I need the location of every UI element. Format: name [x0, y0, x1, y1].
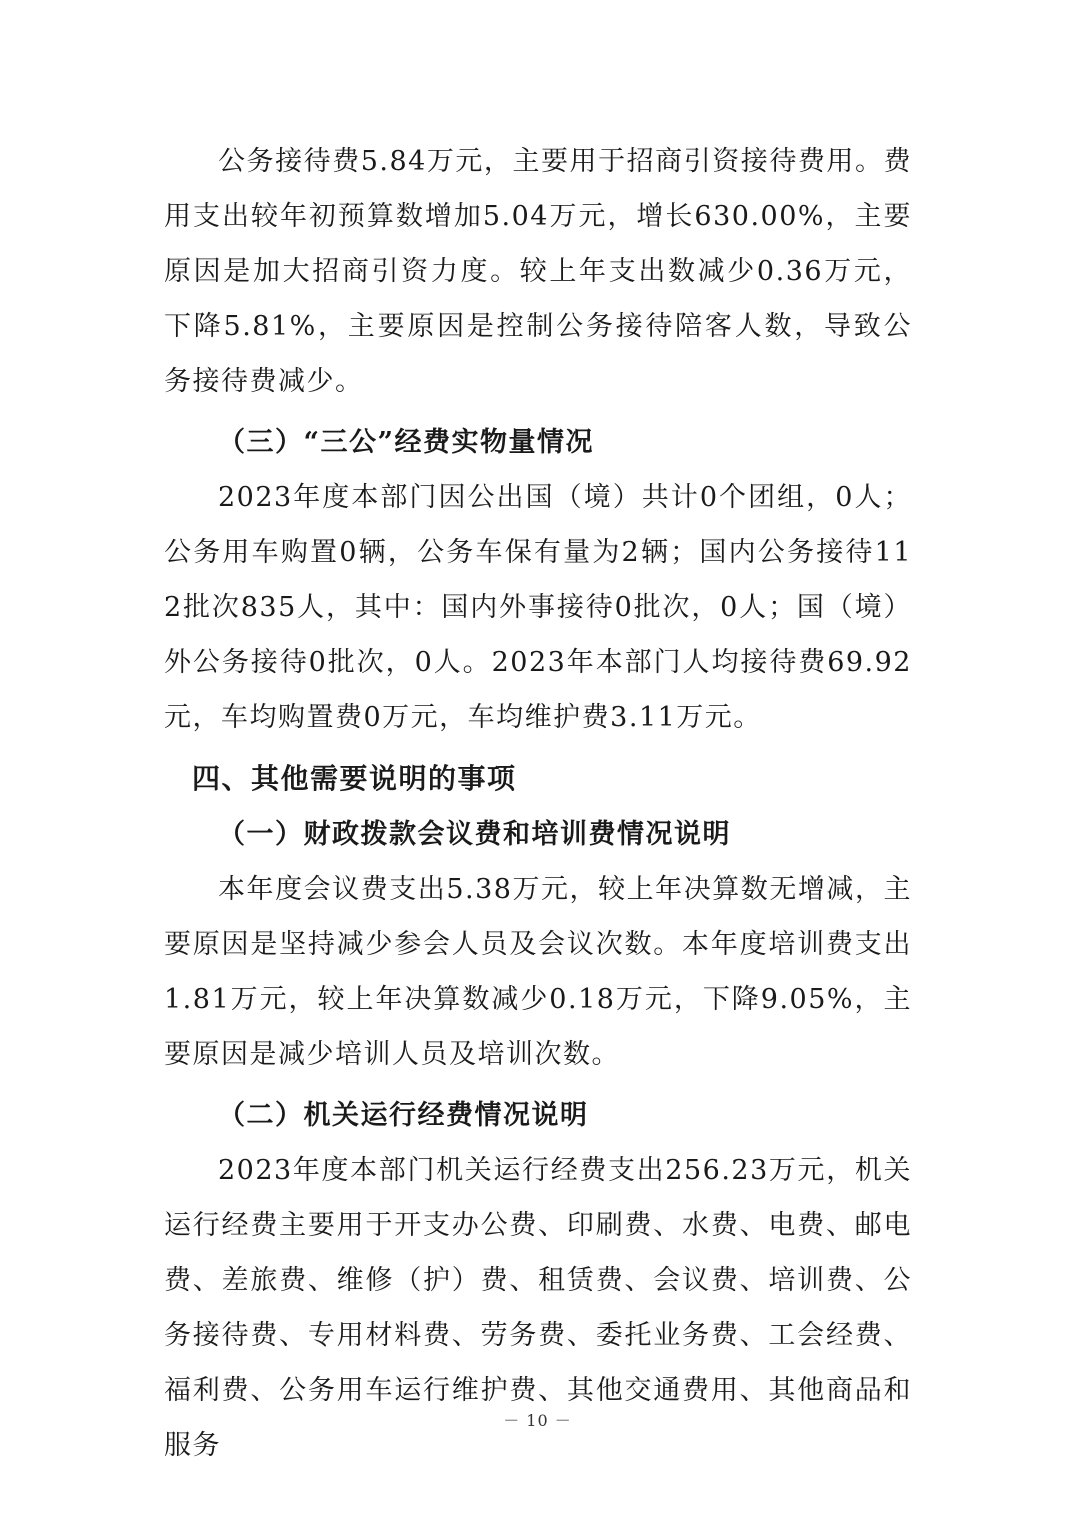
page-number: － 10 －	[503, 1411, 572, 1430]
paragraph-physical-quantity: 2023年度本部门因公出国（境）共计0个团组，0人；公务用车购置0辆，公务车保有量为2辆；国内公务接待112批次835人，其中：国内外事接待0批次，0人；国（境）外公务接待0批次，0人。2023年本部门人均接待费69.92元，车均购置费0万元，车均维护费3.11万元。	[164, 482, 912, 733]
paragraph-reception-expense: 公务接待费5.84万元，主要用于招商引资接待费用。费用支出较年初预算数增加5.04万元，增长630.00%，主要原因是加大招商引资力度。较上年支出数减少0.36万元，下降5.81%，主要原因是控制公务接待陪客人数，导致公务接待费减少。	[164, 146, 912, 397]
page-body	[164, 134, 912, 1473]
paragraph-meeting-training: 本年度会议费支出5.38万元，较上年决算数无增减，主要原因是坚持减少参会人员及会议次数。本年度培训费支出1.81万元，较上年决算数减少0.18万元，下降9.05%，主要原因是减少培训人员及培训次数。	[164, 874, 912, 1070]
paragraph-operating-expense: 2023年度本部门机关运行经费支出256.23万元，机关运行经费主要用于开支办公费、印刷费、水费、电费、邮电费、差旅费、维修（护）费、租赁费、会议费、培训费、公务接待费、专用材料费、劳务费、委托业务费、工会经费、福利费、公务用车运行维护费、其他交通费用、其他商品和服务	[164, 1155, 912, 1461]
section-heading-other-matters: 四、其他需要说明的事项	[192, 762, 517, 795]
subheading-meeting-training: （一）财政拨款会议费和培训费情况说明	[218, 819, 731, 850]
subheading-operating-expense: （二）机关运行经费情况说明	[218, 1100, 589, 1131]
subheading-physical-quantity: （三）“三公”经费实物量情况	[218, 427, 595, 458]
